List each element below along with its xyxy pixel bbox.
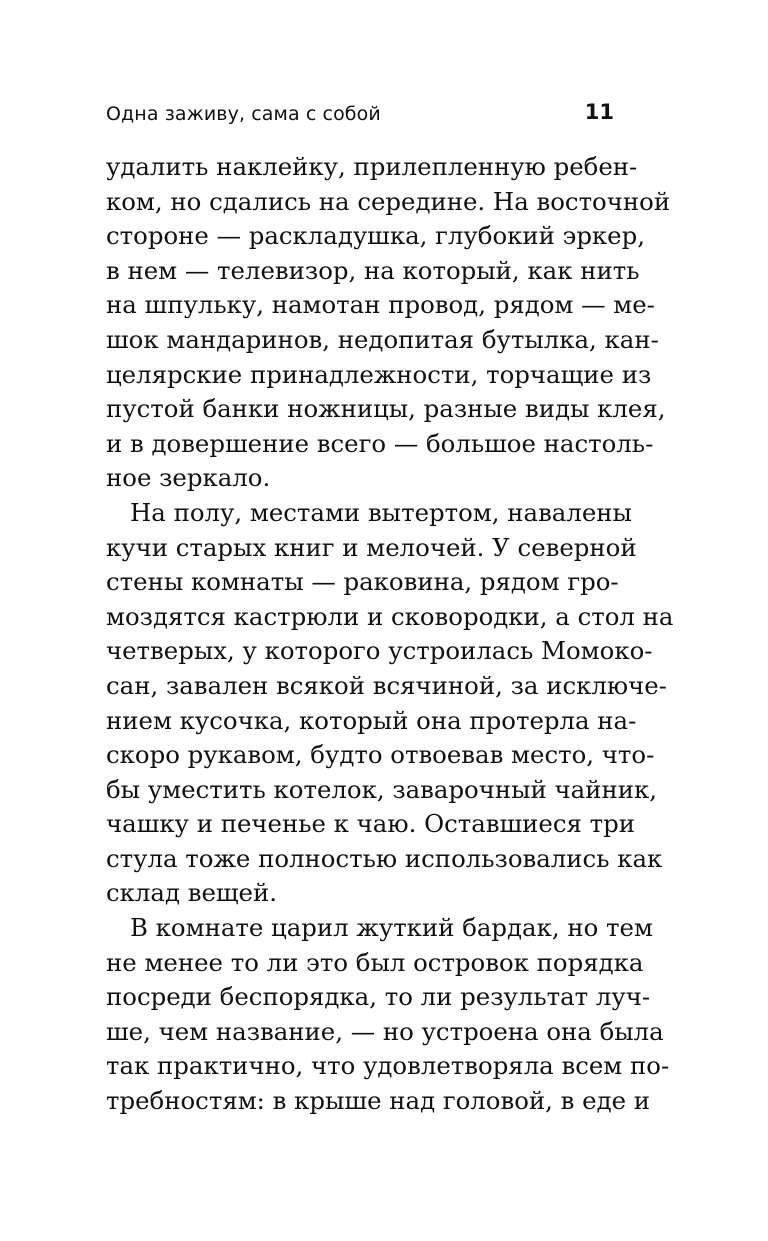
paragraph xyxy=(106,911,670,1119)
text-line: пустой банки ножницы, разные виды клея, xyxy=(106,394,666,424)
text-line: В комнате царил жуткий бардак, но тем xyxy=(130,913,653,943)
text-line: требностям: в крыше над головой, в еде и xyxy=(106,1086,651,1116)
text-line: удалить наклейку, прилепленную ребен- xyxy=(106,152,638,181)
text-line: бы уместить котелок, заварочный чайник, xyxy=(106,774,657,804)
running-title: Одна заживу, сама с собой xyxy=(106,103,381,125)
text-line: так практично, что удовлетворяла всем по- xyxy=(106,1051,670,1081)
text-line: шок мандаринов, недопитая бутылка, кан- xyxy=(106,324,659,354)
text-line: и в довершение всего — большое настоль- xyxy=(106,428,654,458)
text-line: стороне — раскладушка, глубокий эркер, xyxy=(106,221,645,251)
text-line: ное зеркало. xyxy=(106,463,271,493)
body-text xyxy=(106,150,674,1119)
text-line: стены комнаты — раковина, рядом гро- xyxy=(106,567,619,597)
text-line: ше, чем название, — но устроена она была xyxy=(106,1016,664,1046)
text-line: кучи старых книг и мелочей. У северной xyxy=(106,532,637,562)
text-line: чашку и печенье к чаю. Оставшиеся три xyxy=(106,809,636,839)
text-line: моздятся кастрюли и сковородки, а стол на xyxy=(106,601,674,631)
text-line: на шпульку, намотан провод, рядом — ме- xyxy=(106,290,655,320)
page-number: 11 xyxy=(584,100,614,124)
text-line: сан, завален всякой всячиной, за исключе- xyxy=(106,670,667,700)
text-line: четверых, у которого устроилась Момоко- xyxy=(106,636,653,666)
text-line: посреди беспорядка, то ли результат луч- xyxy=(106,982,651,1012)
text-line: ком, но сдались на середине. На восточной xyxy=(106,186,671,216)
text-line: На полу, местами вытертом, навалены xyxy=(130,497,632,527)
text-line: не менее то ли это был островок порядка xyxy=(106,947,644,977)
text-line: стула тоже полностью использовались как xyxy=(106,843,663,873)
text-line: скоро рукавом, будто отвоевав место, что- xyxy=(106,740,655,770)
text-line: в нем — телевизор, на который, как нить xyxy=(106,255,640,285)
text-line: склад вещей. xyxy=(106,878,277,908)
text-line: целярские принадлежности, торчащие из xyxy=(106,359,652,389)
paragraph xyxy=(106,496,674,911)
paragraph xyxy=(106,150,671,496)
text-line: нием кусочка, который она протерла на- xyxy=(106,705,637,735)
